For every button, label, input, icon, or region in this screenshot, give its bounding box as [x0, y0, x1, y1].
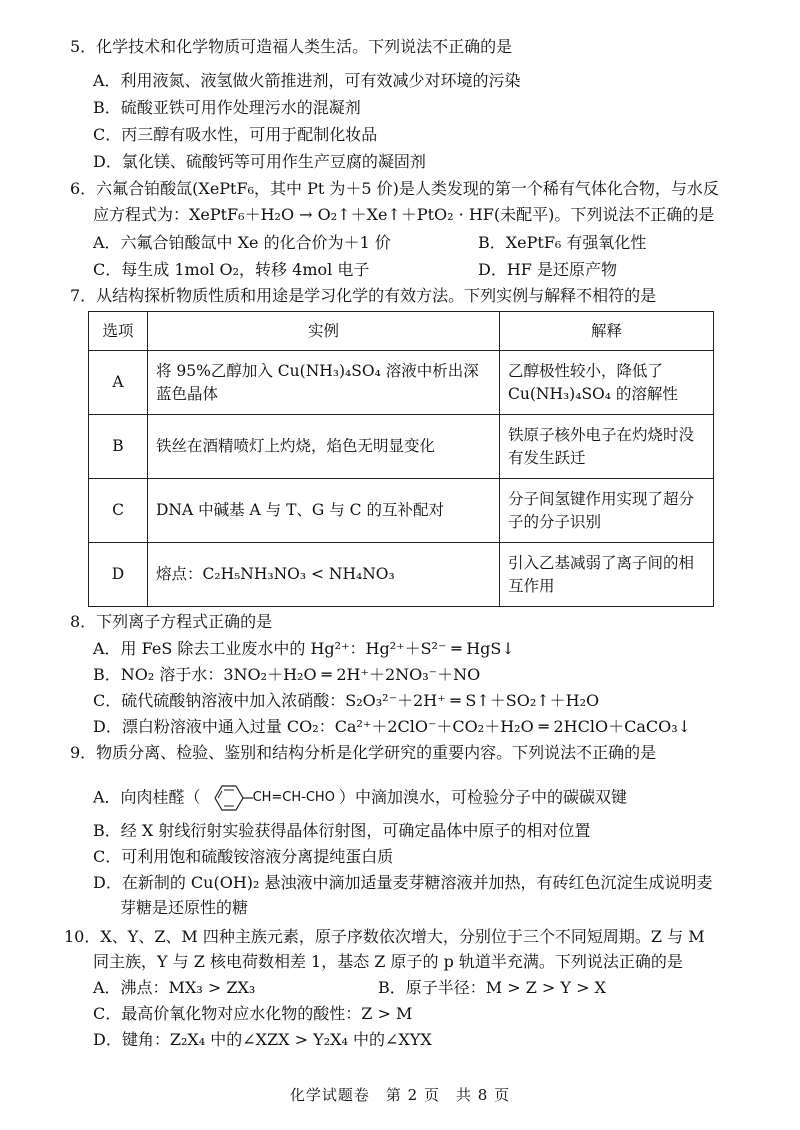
q10-stem-line2: 同主族，Y 与 Z 核电荷数相差 1，基态 Z 原子的 p 轨道半充满。下列说法正确的是: [93, 952, 683, 971]
row-explanation: 引入乙基减弱了离子间的相互作用: [500, 543, 714, 607]
row-option: B: [89, 415, 148, 479]
table-row: [89, 415, 714, 479]
page-footer: 化学试题卷 第 2 页 共 8 页: [289, 1086, 511, 1104]
row-example: DNA 中碱基 A 与 T、G 与 C 的互补配对: [148, 479, 500, 543]
row-example: 铁丝在酒精喷灯上灼烧，焰色无明显变化: [148, 415, 500, 479]
q9-option-a-group: CH=CH-CHO: [252, 790, 335, 805]
q9-option-d: D．在新制的 Cu(OH)₂ 悬浊液中滴加适量麦芽糖溶液并加热，有砖红色沉淀生成说明麦: [93, 873, 713, 892]
header-explanation: 解释: [500, 312, 714, 351]
row-example: 熔点：C₂H₅NH₃NO₃ < NH₄NO₃: [148, 543, 500, 607]
q5-stem: 5．化学技术和化学物质可造福人类生活。下列说法不正确的是: [70, 37, 513, 56]
q5-option-b: B．硫酸亚铁可用作处理污水的混凝剂: [93, 98, 361, 117]
benzene-ring-icon: [205, 783, 253, 813]
row-explanation: 分子间氢键作用实现了超分子的分子识别: [500, 479, 714, 543]
q5-option-d: D．氯化镁、硫酸钙等可用作生产豆腐的凝固剂: [93, 152, 426, 171]
cinnamaldehyde-structure: [205, 783, 335, 813]
q9-option-b: B．经 X 射线衍射实验获得晶体衍射图，可确定晶体中原子的相对位置: [93, 821, 591, 840]
q8-option-d: D．漂白粉溶液中通入过量 CO₂：Ca²⁺＋2ClO⁻＋CO₂＋H₂O ═ 2HClO＋CaCO₃↓: [93, 717, 692, 736]
header-example: 实例: [148, 312, 500, 351]
q7-table: [88, 311, 714, 607]
table-row: [89, 351, 714, 415]
q9-option-a-pre: A．向肉桂醛（: [93, 787, 201, 807]
q6-option-c: C．每生成 1mol O₂，转移 4mol 电子: [93, 260, 370, 279]
row-explanation: 乙醇极性较小，降低了 Cu(NH₃)₄SO₄ 的溶解性: [500, 351, 714, 415]
q9-option-a: [93, 783, 627, 813]
row-option: A: [89, 351, 148, 415]
q6-stem-line1: 6．六氟合铂酸氙(XePtF₆，其中 Pt 为＋5 价)是人类发现的第一个稀有气体化合物，与水反: [70, 179, 719, 198]
table-row: [89, 543, 714, 607]
q7-stem: 7．从结构探析物质性质和用途是学习化学的有效方法。下列实例与解释不相符的是: [70, 286, 657, 305]
q9-option-c: C．可利用饱和硫酸铵溶液分离提纯蛋白质: [93, 847, 394, 866]
q10-option-c: C．最高价氧化物对应水化物的酸性：Z > M: [93, 1004, 413, 1023]
q6-option-d: D．HF 是还原产物: [478, 260, 617, 279]
header-option: 选项: [89, 312, 148, 351]
q8-stem: 8．下列离子方程式正确的是: [70, 612, 273, 631]
row-example: 将 95%乙醇加入 Cu(NH₃)₄SO₄ 溶液中析出深蓝色晶体: [148, 351, 500, 415]
q6-option-b: B．XePtF₆ 有强氧化性: [478, 233, 647, 252]
q6-option-a: A．六氟合铂酸氙中 Xe 的化合价为＋1 价: [93, 233, 391, 252]
q9-stem: 9．物质分离、检验、鉴别和结构分析是化学研究的重要内容。下列说法不正确的是: [70, 743, 657, 762]
row-explanation: 铁原子核外电子在灼烧时没有发生跃迁: [500, 415, 714, 479]
q8-option-b: B．NO₂ 溶于水：3NO₂＋H₂O ═ 2H⁺＋2NO₃⁻＋NO: [93, 665, 481, 684]
q8-option-c: C．硫代硫酸钠溶液中加入浓硝酸：S₂O₃²⁻＋2H⁺ ═ S↑＋SO₂↑＋H₂O: [93, 691, 600, 710]
q9-option-d-cont: 芽糖是还原性的糖: [120, 898, 249, 917]
table-row: [89, 479, 714, 543]
q5-option-c: C．丙三醇有吸水性，可用于配制化妆品: [93, 125, 378, 144]
q10-option-d: D．键角：Z₂X₄ 中的∠XZX > Y₂X₄ 中的∠XYX: [93, 1030, 432, 1049]
q8-option-a: A．用 FeS 除去工业废水中的 Hg²⁺：Hg²⁺＋S²⁻ ═ HgS↓: [93, 639, 515, 658]
row-option: C: [89, 479, 148, 543]
row-option: D: [89, 543, 148, 607]
q6-stem-line2: 应方程式为：XePtF₆＋H₂O → O₂↑＋Xe↑＋PtO₂ · HF(未配平)。下列说法不正确的是: [93, 205, 715, 224]
table-header-row: [89, 312, 714, 351]
q9-option-a-post: ）中滴加溴水，可检验分子中的碳碳双键: [338, 787, 627, 807]
q5-option-a: A．利用液氮、液氢做火箭推进剂，可有效减少对环境的污染: [93, 71, 521, 90]
q10-option-a: A．沸点：MX₃ > ZX₃: [93, 978, 256, 997]
q10-option-b: B．原子半径：M > Z > Y > X: [378, 978, 606, 997]
q10-stem-line1: 10．X、Y、Z、M 四种主族元素，原子序数依次增大，分别位于三个不同短周期。Z 与 M: [64, 927, 705, 946]
